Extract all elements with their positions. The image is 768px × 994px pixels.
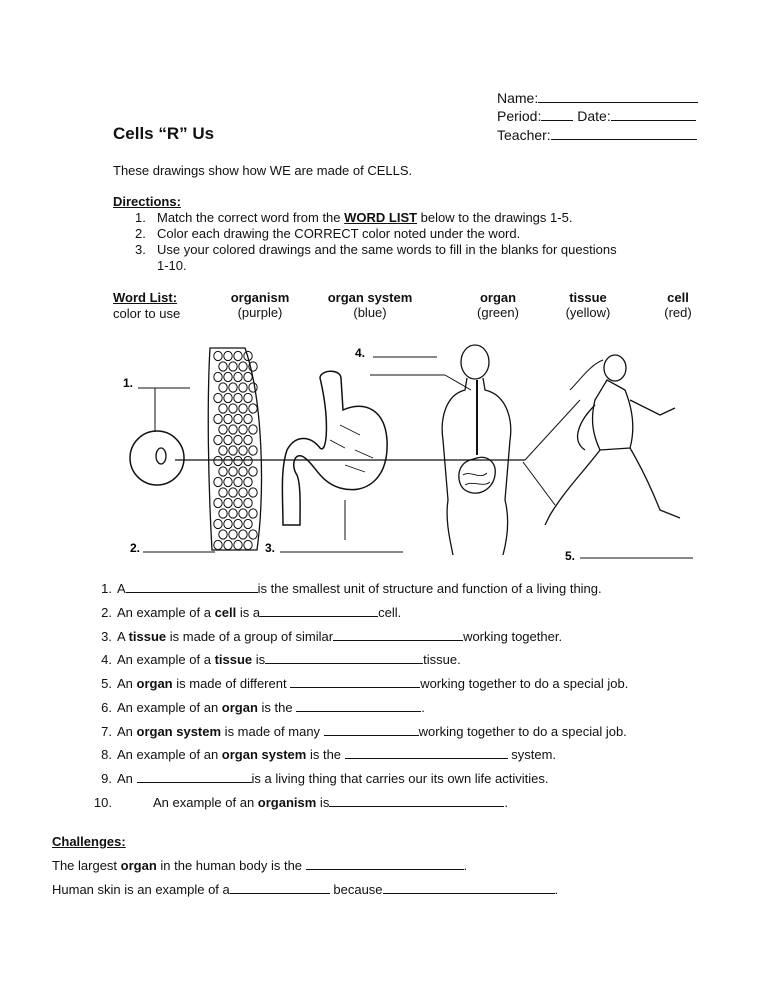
challenge-2-blank-b[interactable] xyxy=(383,881,555,894)
tissue-cell xyxy=(244,456,252,465)
teacher-blank[interactable] xyxy=(551,127,697,140)
tissue-cell xyxy=(214,498,222,507)
page-title: Cells “R” Us xyxy=(113,124,215,143)
tissue-cell xyxy=(214,435,222,444)
directions-list xyxy=(135,210,675,274)
tissue-cell xyxy=(224,456,232,465)
cell-drawing xyxy=(130,431,184,485)
figure-label-1: 1. xyxy=(123,376,134,390)
question-10: 10. An example of an organism is . xyxy=(93,795,508,810)
tissue-cell xyxy=(224,540,232,549)
nucleus-drawing xyxy=(156,448,166,464)
runner-drawing xyxy=(545,355,680,525)
word-tissue-text: tissue xyxy=(569,290,607,305)
direction-3: 3. Use your colored drawings and the same words to fill in the blanks for questions xyxy=(135,242,617,257)
tissue-cell xyxy=(229,509,237,518)
answer-blank[interactable] xyxy=(345,746,508,759)
word-list-sublabel: color to use xyxy=(113,306,181,321)
tissue-cell xyxy=(239,509,247,518)
period-date-field[interactable] xyxy=(497,108,696,124)
answer-blank[interactable] xyxy=(324,723,419,736)
question-4: 4. An example of a tissue is tissue. xyxy=(101,652,461,667)
tissue-cell xyxy=(234,540,242,549)
tissue-cell xyxy=(219,446,227,455)
tissue-cell xyxy=(214,519,222,528)
tissue-cell xyxy=(249,530,257,539)
tissue-cell xyxy=(219,362,227,371)
tissue-cell xyxy=(229,488,237,497)
teacher-field[interactable] xyxy=(497,127,697,143)
tissue-cell xyxy=(234,519,242,528)
tissue-cell xyxy=(234,372,242,381)
answer-blank[interactable] xyxy=(265,651,423,664)
tissue-cell xyxy=(229,467,237,476)
tissue-cell xyxy=(219,383,227,392)
tissue-cell xyxy=(224,435,232,444)
answer-blank[interactable] xyxy=(137,770,252,783)
answer-blank[interactable] xyxy=(290,675,420,688)
tissue-cell xyxy=(244,540,252,549)
tissue-cell xyxy=(249,488,257,497)
challenge-2: Human skin is an example of a because . xyxy=(52,882,559,897)
tissue-cell xyxy=(244,519,252,528)
word-organism-color: (purple) xyxy=(237,305,283,320)
stomach-drawing xyxy=(282,371,387,525)
question-9: 9. An is a living thing that carries our its own life activities. xyxy=(101,771,549,786)
tissue-cell xyxy=(249,446,257,455)
challenge-1-blank[interactable] xyxy=(306,857,464,870)
directions-heading: Directions: xyxy=(113,194,181,209)
tissue-cell xyxy=(239,383,247,392)
word-organism xyxy=(205,290,315,320)
body-drawing xyxy=(442,345,511,555)
tissue-drawing xyxy=(208,348,261,550)
figure-label-5: 5. xyxy=(565,549,576,563)
tissue-cell xyxy=(239,362,247,371)
tissue-cell xyxy=(244,435,252,444)
tissue-cell xyxy=(239,404,247,413)
tissue-cell xyxy=(224,414,232,423)
tissue-cell xyxy=(249,383,257,392)
word-organ-system xyxy=(315,290,425,320)
name-blank[interactable] xyxy=(538,90,698,103)
date-label: Date: xyxy=(577,108,611,124)
tissue-cell xyxy=(229,446,237,455)
answer-blank[interactable] xyxy=(333,628,463,641)
tissue-cell xyxy=(234,435,242,444)
tissue-cell xyxy=(239,488,247,497)
tissue-cell xyxy=(224,372,232,381)
tissue-cell xyxy=(224,519,232,528)
word-organism-text: organism xyxy=(230,290,290,305)
tissue-cell xyxy=(244,498,252,507)
challenge-2-blank-a[interactable] xyxy=(230,881,330,894)
tissue-cell xyxy=(214,351,222,360)
tissue-cell xyxy=(229,383,237,392)
tissue-cell xyxy=(249,404,257,413)
tissue-cell xyxy=(214,456,222,465)
tissue-cell xyxy=(214,372,222,381)
tissue-cell xyxy=(219,488,227,497)
question-7: 7. An organ system is made of many working together to do a special job. xyxy=(101,724,627,739)
tissue-cell xyxy=(234,393,242,402)
tissue-cell xyxy=(234,456,242,465)
period-label: Period: xyxy=(497,108,542,124)
tissue-cell xyxy=(214,414,222,423)
tissue-cell xyxy=(244,414,252,423)
intro-text: These drawings show how WE are made of CELLS. xyxy=(113,163,413,178)
challenge-1: The largest organ in the human body is the . xyxy=(52,858,468,873)
answer-blank[interactable] xyxy=(329,794,504,807)
name-label: Name: xyxy=(497,90,539,106)
question-5: 5. An organ is made of different working together to do a special job. xyxy=(101,676,629,691)
word-cell-color: (red) xyxy=(664,305,692,320)
question-1: 1. A is the smallest unit of structure and function of a living thing. xyxy=(101,581,602,596)
tissue-cell xyxy=(219,530,227,539)
answer-blank[interactable] xyxy=(260,604,378,617)
word-organ-text: organ xyxy=(479,290,517,305)
word-tissue-color: (yellow) xyxy=(565,305,611,320)
date-blank[interactable] xyxy=(611,108,696,121)
answer-blank[interactable] xyxy=(296,699,421,712)
tissue-cell xyxy=(239,530,247,539)
tissue-cell xyxy=(234,477,242,486)
tissue-cell xyxy=(234,414,242,423)
direction-3-cont: 1-10. xyxy=(157,258,187,273)
word-cell xyxy=(623,290,733,320)
tissue-cell xyxy=(239,467,247,476)
tissue-cell xyxy=(239,446,247,455)
word-list-label: Word List: xyxy=(113,290,178,305)
tissue-cell xyxy=(214,477,222,486)
question-2: 2. An example of a cell is a cell. xyxy=(101,605,402,620)
tissue-cell xyxy=(224,393,232,402)
figure-label-3: 3. xyxy=(265,541,276,555)
word-organ-system-color: (blue) xyxy=(353,305,387,320)
tissue-cell xyxy=(249,509,257,518)
tissue-cell xyxy=(224,477,232,486)
direction-1: 1. Match the correct word from the WORD LIST below to the drawings 1-5. xyxy=(135,210,573,225)
word-cell-text: cell xyxy=(667,290,689,305)
tissue-cell xyxy=(219,509,227,518)
challenges-heading: Challenges: xyxy=(52,834,126,849)
tissue-cell xyxy=(214,393,222,402)
tissue-cell xyxy=(244,372,252,381)
direction-2: 2. Color each drawing the CORRECT color noted under the word. xyxy=(135,226,521,241)
tissue-cell xyxy=(219,425,227,434)
period-blank[interactable] xyxy=(541,108,573,121)
name-field[interactable] xyxy=(497,90,698,106)
cells-illustration xyxy=(115,340,705,570)
question-8: 8. An example of an organ system is the system. xyxy=(101,747,557,762)
tissue-cell xyxy=(249,425,257,434)
figure-label-4: 4. xyxy=(355,346,366,360)
tissue-cell xyxy=(234,351,242,360)
tissue-cell xyxy=(244,393,252,402)
answer-blank[interactable] xyxy=(126,580,258,593)
tissue-cell xyxy=(219,467,227,476)
tissue-cell xyxy=(249,467,257,476)
word-organ-color: (green) xyxy=(477,305,519,320)
tissue-cell xyxy=(234,498,242,507)
tissue-cell xyxy=(229,404,237,413)
word-organ-system-text: organ system xyxy=(327,290,413,305)
tissue-cell xyxy=(224,498,232,507)
figure-label-2: 2. xyxy=(130,541,141,555)
tissue-cell xyxy=(239,425,247,434)
question-3: 3. A tissue is made of a group of similar working together. xyxy=(101,629,563,644)
tissue-cell xyxy=(219,404,227,413)
question-6: 6. An example of an organ is the . xyxy=(101,700,425,715)
tissue-cell xyxy=(224,351,232,360)
tissue-cell xyxy=(229,362,237,371)
tissue-cell xyxy=(229,425,237,434)
tissue-cell xyxy=(244,477,252,486)
tissue-cell xyxy=(229,530,237,539)
teacher-label: Teacher: xyxy=(497,127,551,143)
tissue-cell xyxy=(214,540,222,549)
